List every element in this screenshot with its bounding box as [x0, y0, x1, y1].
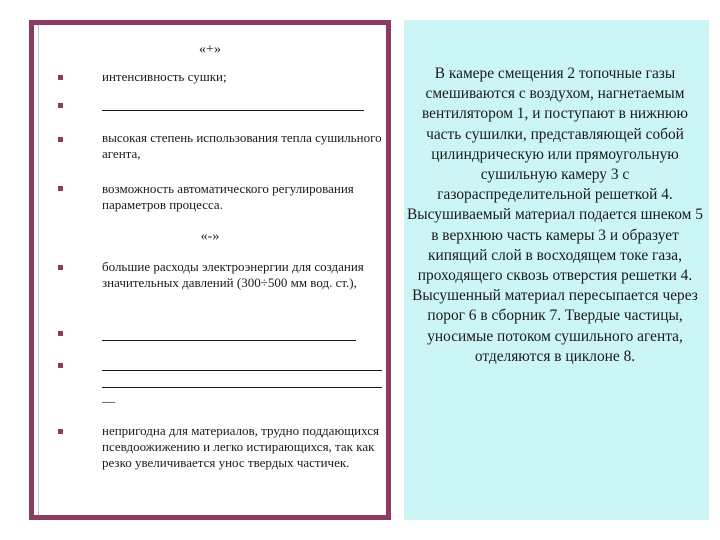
advantage-item-1: интенсивность сушки;	[102, 69, 227, 84]
advantage-item-2-blank	[102, 110, 364, 111]
bullet-icon	[58, 103, 63, 108]
bullet-icon	[58, 186, 63, 191]
disadvantage-item-3-blank-line1	[102, 370, 382, 371]
advantage-item-4: возможность автоматического регулирования параметров процесса.	[102, 181, 354, 212]
disadvantage-item-4: непригодна для материалов, трудно поддающихся псевдоожижению и легко истирающихся, так как резко увеличивается унос твердых частичек.	[102, 423, 379, 470]
disadvantage-item-2-blank	[102, 340, 356, 341]
bullet-icon	[58, 331, 63, 336]
advantages-disadvantages-panel	[29, 20, 391, 520]
bullet-icon	[58, 75, 63, 80]
bullet-icon	[58, 363, 63, 368]
description-panel	[397, 20, 709, 520]
disadvantage-item-3-blank-tail: __	[102, 389, 115, 404]
description-paragraph: В камере смещения 2 топочные газы смешиваются с воздухом, нагнетаемым вентилятором 1, и поступают в нижнюю часть сушилки, представляющей собой цилиндрическую или прямоугольную сушильную камеру 3 с газораспределительной решеткой 4. Высушиваемый материал подается шнеком 5 в верхнюю часть камеры 3 и образует кипящий слой в восходящем токе газа, проходящего сквозь отверстия решетки 4. Высушенный материал пересыпается через порог 6 в сборник 7. Твердые частицы, уносимые потоком сушильного агента, отделяются в циклоне 8.	[407, 65, 703, 365]
disadvantage-item-1: большие расходы электроэнергии для создания значительных давлений (300÷500 мм вод. ст.),	[102, 259, 364, 290]
bullet-icon	[58, 137, 63, 142]
advantages-heading: «+»	[199, 42, 221, 57]
panel-inner-line	[38, 25, 39, 515]
disadvantage-item-3-blank-line2	[102, 387, 382, 388]
advantage-item-3: высокая степень использования тепла сушильного агента,	[102, 130, 382, 161]
bullet-icon	[58, 429, 63, 434]
bullet-icon	[58, 265, 63, 270]
disadvantages-heading: «-»	[200, 229, 220, 244]
